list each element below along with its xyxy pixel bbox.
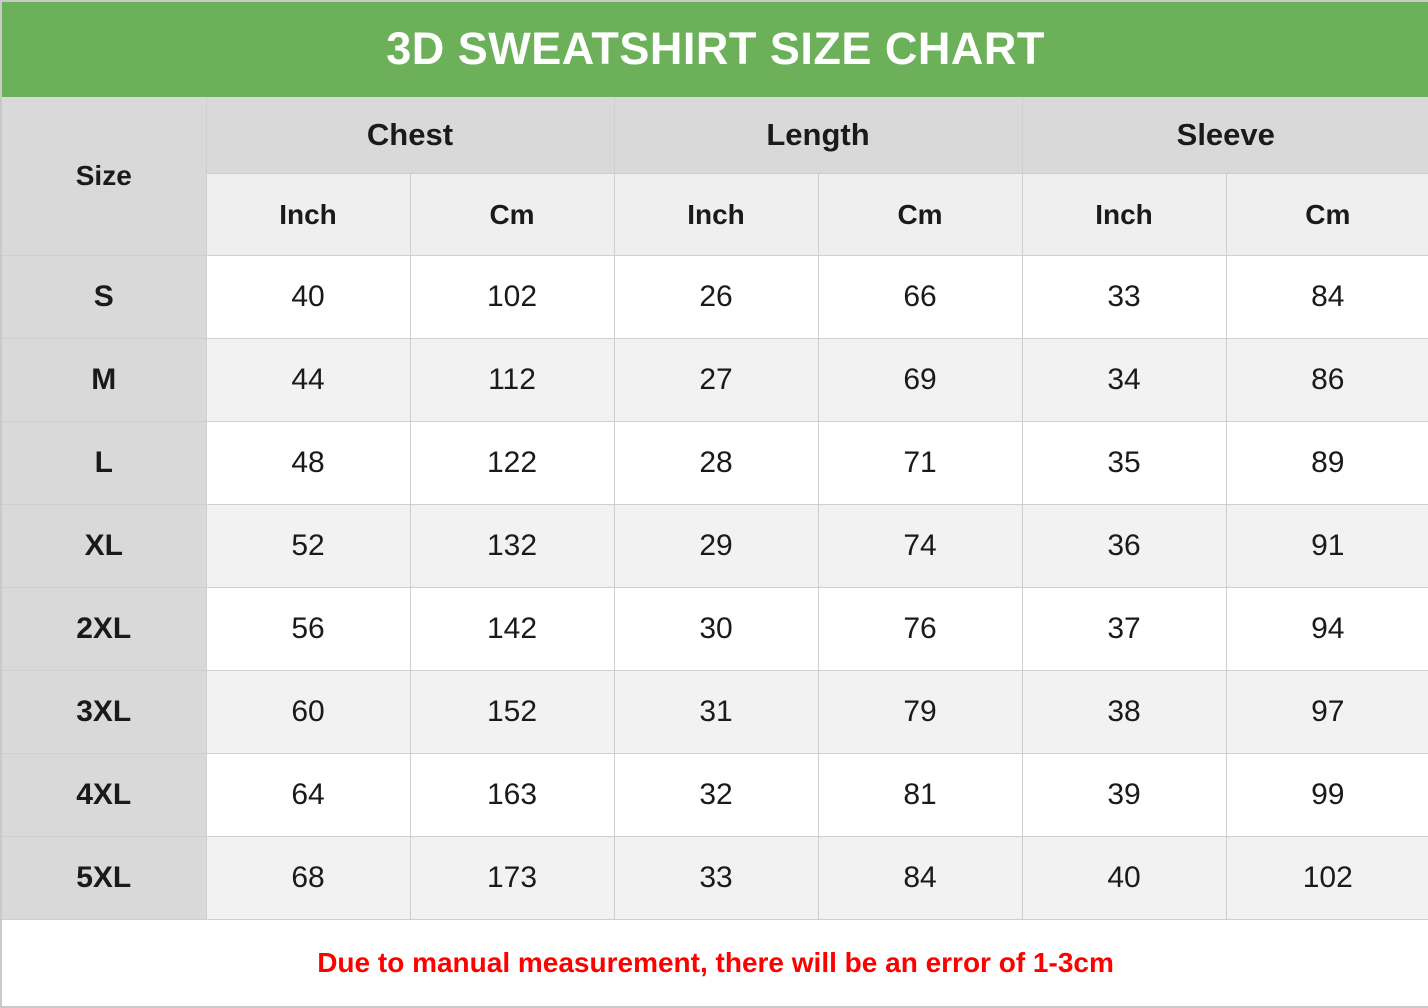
cell-sleeve-cm: 89 — [1226, 422, 1428, 505]
header-unit-chest-inch: Inch — [206, 174, 410, 256]
note-row — [1, 920, 1428, 1008]
cell-sleeve-cm: 86 — [1226, 339, 1428, 422]
cell-length-inch: 29 — [614, 505, 818, 588]
chart-title: 3D SWEATSHIRT SIZE CHART — [1, 1, 1428, 97]
cell-sleeve-inch: 40 — [1022, 837, 1226, 920]
header-unit-sleeve-cm: Cm — [1226, 174, 1428, 256]
table-row — [1, 256, 1428, 339]
cell-chest-cm: 173 — [410, 837, 614, 920]
cell-length-inch: 33 — [614, 837, 818, 920]
cell-sleeve-cm: 94 — [1226, 588, 1428, 671]
row-size-label: 4XL — [1, 754, 206, 837]
cell-sleeve-cm: 97 — [1226, 671, 1428, 754]
row-size-label: L — [1, 422, 206, 505]
cell-length-cm: 79 — [818, 671, 1022, 754]
cell-sleeve-cm: 84 — [1226, 256, 1428, 339]
cell-length-inch: 26 — [614, 256, 818, 339]
header-group-sleeve: Sleeve — [1022, 97, 1428, 174]
cell-length-cm: 69 — [818, 339, 1022, 422]
cell-length-inch: 32 — [614, 754, 818, 837]
cell-chest-inch: 68 — [206, 837, 410, 920]
row-size-label: XL — [1, 505, 206, 588]
header-group-length: Length — [614, 97, 1022, 174]
cell-sleeve-inch: 37 — [1022, 588, 1226, 671]
cell-chest-inch: 44 — [206, 339, 410, 422]
table-row — [1, 837, 1428, 920]
cell-sleeve-inch: 34 — [1022, 339, 1226, 422]
table-row — [1, 339, 1428, 422]
header-unit-chest-cm: Cm — [410, 174, 614, 256]
row-size-label: 3XL — [1, 671, 206, 754]
header-unit-length-cm: Cm — [818, 174, 1022, 256]
cell-sleeve-inch: 38 — [1022, 671, 1226, 754]
cell-length-cm: 84 — [818, 837, 1022, 920]
cell-length-inch: 31 — [614, 671, 818, 754]
cell-chest-cm: 122 — [410, 422, 614, 505]
table-row — [1, 505, 1428, 588]
header-unit-sleeve-inch: Inch — [1022, 174, 1226, 256]
cell-length-cm: 66 — [818, 256, 1022, 339]
cell-sleeve-cm: 91 — [1226, 505, 1428, 588]
measurement-note: Due to manual measurement, there will be an error of 1-3cm — [1, 920, 1428, 1008]
cell-sleeve-cm: 99 — [1226, 754, 1428, 837]
header-group-chest: Chest — [206, 97, 614, 174]
row-size-label: 2XL — [1, 588, 206, 671]
cell-chest-inch: 40 — [206, 256, 410, 339]
group-header-row — [1, 97, 1428, 174]
cell-length-inch: 28 — [614, 422, 818, 505]
cell-sleeve-inch: 35 — [1022, 422, 1226, 505]
cell-sleeve-inch: 33 — [1022, 256, 1226, 339]
cell-length-cm: 81 — [818, 754, 1022, 837]
cell-length-cm: 71 — [818, 422, 1022, 505]
unit-header-row — [1, 174, 1428, 256]
cell-chest-inch: 64 — [206, 754, 410, 837]
table-row — [1, 754, 1428, 837]
cell-chest-cm: 152 — [410, 671, 614, 754]
cell-chest-cm: 142 — [410, 588, 614, 671]
cell-length-inch: 30 — [614, 588, 818, 671]
cell-length-inch: 27 — [614, 339, 818, 422]
cell-chest-cm: 102 — [410, 256, 614, 339]
cell-chest-cm: 132 — [410, 505, 614, 588]
cell-sleeve-cm: 102 — [1226, 837, 1428, 920]
header-size: Size — [1, 97, 206, 256]
row-size-label: M — [1, 339, 206, 422]
header-unit-length-inch: Inch — [614, 174, 818, 256]
table-row — [1, 671, 1428, 754]
cell-chest-cm: 163 — [410, 754, 614, 837]
cell-sleeve-inch: 39 — [1022, 754, 1226, 837]
cell-chest-inch: 48 — [206, 422, 410, 505]
cell-chest-inch: 52 — [206, 505, 410, 588]
cell-length-cm: 74 — [818, 505, 1022, 588]
chart-title-row — [1, 1, 1428, 97]
cell-length-cm: 76 — [818, 588, 1022, 671]
cell-chest-inch: 60 — [206, 671, 410, 754]
cell-sleeve-inch: 36 — [1022, 505, 1226, 588]
cell-chest-inch: 56 — [206, 588, 410, 671]
table-row — [1, 422, 1428, 505]
table-row — [1, 588, 1428, 671]
row-size-label: S — [1, 256, 206, 339]
cell-chest-cm: 112 — [410, 339, 614, 422]
row-size-label: 5XL — [1, 837, 206, 920]
